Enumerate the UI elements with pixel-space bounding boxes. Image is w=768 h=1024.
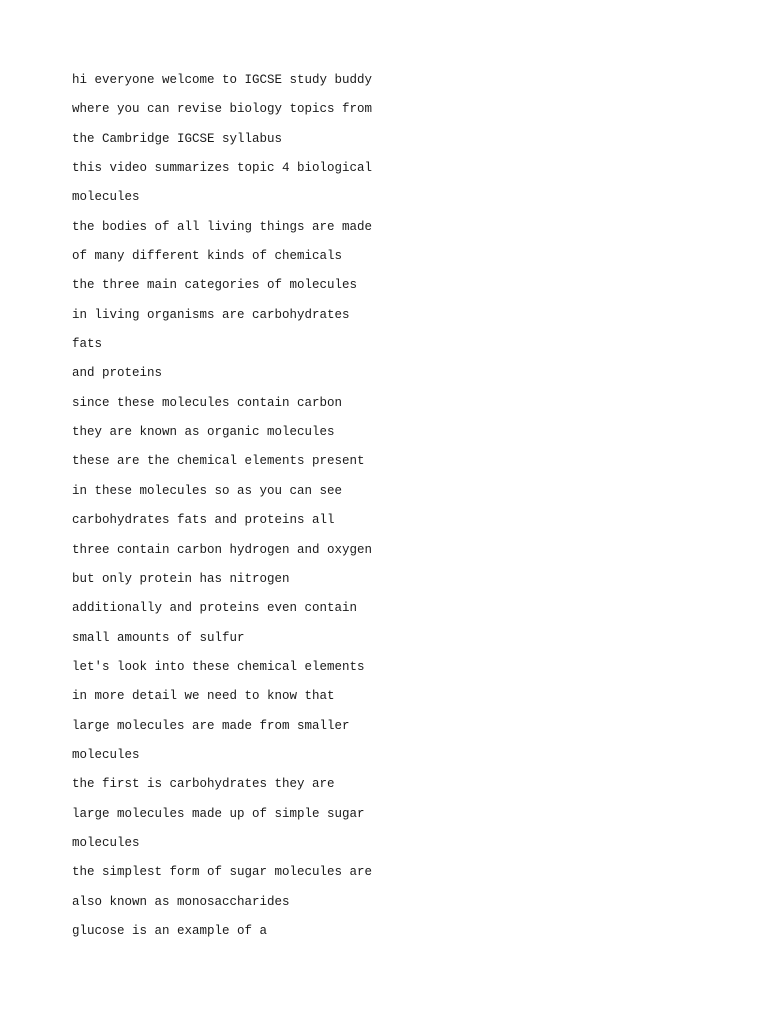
transcript-line: large molecules are made from smaller (72, 718, 350, 733)
transcript-line: fats (72, 337, 103, 352)
transcript-line: large molecules made up of simple sugar (72, 806, 365, 821)
transcript-line: hi everyone welcome to IGCSE study buddy (72, 73, 373, 87)
transcript-line: of many different kinds of chemicals (72, 249, 343, 264)
transcript-line: but only protein has nitrogen (72, 571, 290, 586)
transcript-line: also known as monosaccharides (72, 894, 290, 909)
transcript-line: in these molecules so as you can see (72, 483, 343, 498)
transcript-line: the three main categories of molecules (72, 278, 358, 293)
transcript-line: and proteins (72, 366, 163, 381)
transcript-line: the first is carbohydrates they are (72, 777, 335, 792)
transcript-line: glucose is an example of a (72, 923, 268, 938)
transcript-page (72, 66, 712, 946)
transcript-line: where you can revise biology topics from (72, 102, 373, 117)
transcript-line: these are the chemical elements present (72, 454, 365, 469)
transcript-line: in more detail we need to know that (72, 689, 335, 704)
transcript-line: this video summarizes topic 4 biological (72, 161, 373, 176)
transcript-line: since these molecules contain carbon (72, 395, 343, 410)
transcript-line: carbohydrates fats and proteins all (72, 513, 335, 528)
transcript-line: the bodies of all living things are made (72, 219, 373, 234)
transcript-line: three contain carbon hydrogen and oxygen (72, 542, 373, 557)
transcript-line: small amounts of sulfur (72, 630, 245, 645)
transcript-line: in living organisms are carbohydrates (72, 307, 350, 322)
transcript-line: molecules (72, 747, 140, 762)
transcript-line: molecules (72, 835, 140, 850)
transcript-line: additionally and proteins even contain (72, 601, 358, 616)
transcript-line: let's look into these chemical elements (72, 659, 365, 674)
transcript-line: the Cambridge IGCSE syllabus (72, 131, 283, 146)
transcript-line: molecules (72, 190, 140, 205)
transcript-line: they are known as organic molecules (72, 425, 335, 440)
transcript-line: the simplest form of sugar molecules are (72, 865, 373, 880)
